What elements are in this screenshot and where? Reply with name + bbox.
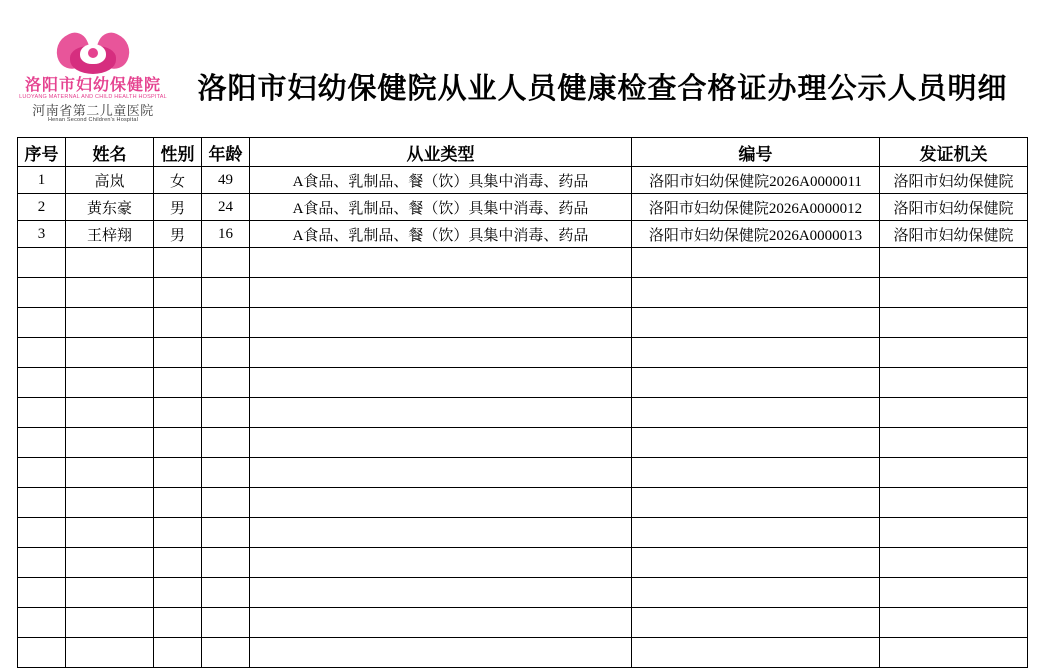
cell-code: 洛阳市妇幼保健院2026A0000013 <box>632 221 880 248</box>
table-row-empty <box>18 248 1028 278</box>
cell-name: 黄东豪 <box>66 194 154 221</box>
cell-empty <box>632 608 880 638</box>
detail-table-wrapper <box>17 137 1027 668</box>
table-row-empty <box>18 428 1028 458</box>
cell-empty <box>66 398 154 428</box>
cell-empty <box>154 368 202 398</box>
table-row-empty <box>18 278 1028 308</box>
column-header-name: 姓名 <box>66 138 154 167</box>
table-row-empty <box>18 458 1028 488</box>
cell-empty <box>18 488 66 518</box>
cell-empty <box>880 428 1028 458</box>
column-header-age: 年龄 <box>202 138 250 167</box>
column-header-seq: 序号 <box>18 138 66 167</box>
cell-empty <box>18 548 66 578</box>
cell-empty <box>202 248 250 278</box>
cell-empty <box>18 608 66 638</box>
cell-empty <box>202 578 250 608</box>
cell-type: A食品、乳制品、餐（饮）具集中消毒、药品 <box>250 167 632 194</box>
cell-empty <box>154 548 202 578</box>
cell-empty <box>154 608 202 638</box>
cell-empty <box>154 638 202 668</box>
cell-empty <box>250 458 632 488</box>
table-row-empty <box>18 638 1028 668</box>
table-header <box>18 138 1028 167</box>
cell-seq: 1 <box>18 167 66 194</box>
cell-empty <box>250 638 632 668</box>
table-row <box>18 194 1028 221</box>
cell-empty <box>154 398 202 428</box>
cell-empty <box>632 338 880 368</box>
cell-empty <box>18 518 66 548</box>
cell-empty <box>154 278 202 308</box>
cell-empty <box>880 308 1028 338</box>
cell-empty <box>66 308 154 338</box>
cell-name: 王梓翔 <box>66 221 154 248</box>
cell-type: A食品、乳制品、餐（饮）具集中消毒、药品 <box>250 221 632 248</box>
cell-empty <box>66 248 154 278</box>
cell-empty <box>18 578 66 608</box>
cell-empty <box>250 428 632 458</box>
table-row-empty <box>18 368 1028 398</box>
cell-empty <box>202 278 250 308</box>
cell-age: 16 <box>202 221 250 248</box>
cell-age: 24 <box>202 194 250 221</box>
cell-empty <box>250 338 632 368</box>
cell-org: 洛阳市妇幼保健院 <box>880 221 1028 248</box>
cell-empty <box>880 338 1028 368</box>
cell-empty <box>154 308 202 338</box>
cell-empty <box>18 308 66 338</box>
cell-type: A食品、乳制品、餐（饮）具集中消毒、药品 <box>250 194 632 221</box>
cell-empty <box>250 488 632 518</box>
cell-org: 洛阳市妇幼保健院 <box>880 194 1028 221</box>
cell-empty <box>202 638 250 668</box>
cell-empty <box>66 458 154 488</box>
cell-empty <box>66 638 154 668</box>
cell-empty <box>632 638 880 668</box>
table-row-empty <box>18 578 1028 608</box>
cell-empty <box>18 248 66 278</box>
cell-empty <box>250 308 632 338</box>
cell-empty <box>250 578 632 608</box>
cell-empty <box>202 398 250 428</box>
cell-empty <box>202 548 250 578</box>
cell-empty <box>880 638 1028 668</box>
cell-gender: 男 <box>154 221 202 248</box>
cell-empty <box>880 248 1028 278</box>
logo-hospital-name-cn: 洛阳市妇幼保健院 <box>24 77 161 94</box>
cell-empty <box>154 488 202 518</box>
cell-name: 高岚 <box>66 167 154 194</box>
table-row-empty <box>18 488 1028 518</box>
cell-gender: 男 <box>154 194 202 221</box>
cell-empty <box>632 518 880 548</box>
cell-org: 洛阳市妇幼保健院 <box>880 167 1028 194</box>
cell-age: 49 <box>202 167 250 194</box>
cell-empty <box>202 458 250 488</box>
cell-code: 洛阳市妇幼保健院2026A0000012 <box>632 194 880 221</box>
cell-empty <box>154 518 202 548</box>
cell-empty <box>632 548 880 578</box>
cell-empty <box>880 368 1028 398</box>
column-header-type: 从业类型 <box>250 138 632 167</box>
hospital-logo-block <box>18 28 168 123</box>
cell-empty <box>66 338 154 368</box>
cell-empty <box>18 338 66 368</box>
cell-empty <box>66 578 154 608</box>
cell-empty <box>66 608 154 638</box>
logo-hospital-name-en: LUOYANG MATERNAL AND CHILD HEALTH HOSPITAL <box>19 94 167 100</box>
cell-empty <box>880 398 1028 428</box>
cell-seq: 3 <box>18 221 66 248</box>
table-row-empty <box>18 308 1028 338</box>
cell-empty <box>202 308 250 338</box>
cell-empty <box>880 518 1028 548</box>
cell-empty <box>632 308 880 338</box>
table-empty-rows <box>18 248 1028 668</box>
cell-empty <box>880 458 1028 488</box>
cell-empty <box>632 578 880 608</box>
cell-empty <box>18 458 66 488</box>
cell-empty <box>880 278 1028 308</box>
cell-empty <box>880 488 1028 518</box>
cell-empty <box>250 278 632 308</box>
cell-empty <box>202 518 250 548</box>
logo-secondary-name-cn: 河南省第二儿童医院 <box>32 102 154 118</box>
cell-empty <box>154 338 202 368</box>
cell-empty <box>202 488 250 518</box>
cell-empty <box>18 278 66 308</box>
cell-empty <box>66 518 154 548</box>
cell-empty <box>632 278 880 308</box>
logo-secondary-name-en: Henan Second Children's Hospital <box>48 116 138 123</box>
cell-empty <box>250 398 632 428</box>
page-title: 洛阳市妇幼保健院从业人员健康检查合格证办理公示人员明细 <box>197 73 1008 105</box>
cell-empty <box>66 278 154 308</box>
cell-empty <box>632 488 880 518</box>
table-row <box>18 167 1028 194</box>
cell-empty <box>250 518 632 548</box>
cell-empty <box>202 368 250 398</box>
cell-empty <box>202 608 250 638</box>
column-header-gender: 性别 <box>154 138 202 167</box>
cell-empty <box>18 638 66 668</box>
cell-empty <box>250 368 632 398</box>
cell-empty <box>880 548 1028 578</box>
cell-code: 洛阳市妇幼保健院2026A0000011 <box>632 167 880 194</box>
cell-empty <box>154 458 202 488</box>
cell-empty <box>154 578 202 608</box>
cell-empty <box>632 398 880 428</box>
cell-empty <box>66 488 154 518</box>
detail-table <box>17 137 1028 668</box>
cell-empty <box>18 398 66 428</box>
cell-empty <box>66 548 154 578</box>
cell-seq: 2 <box>18 194 66 221</box>
column-header-code: 编号 <box>632 138 880 167</box>
table-row-empty <box>18 518 1028 548</box>
lotus-mother-child-logo-icon <box>50 28 136 76</box>
cell-empty <box>202 338 250 368</box>
table-row-empty <box>18 548 1028 578</box>
cell-empty <box>66 428 154 458</box>
cell-empty <box>632 428 880 458</box>
cell-empty <box>880 578 1028 608</box>
table-row <box>18 221 1028 248</box>
column-header-org: 发证机关 <box>880 138 1028 167</box>
cell-empty <box>202 428 250 458</box>
cell-empty <box>250 608 632 638</box>
cell-empty <box>250 548 632 578</box>
table-row-empty <box>18 608 1028 638</box>
cell-empty <box>632 248 880 278</box>
cell-empty <box>154 248 202 278</box>
cell-empty <box>250 248 632 278</box>
table-header-row <box>18 138 1028 167</box>
cell-empty <box>632 368 880 398</box>
cell-empty <box>154 428 202 458</box>
cell-empty <box>66 368 154 398</box>
cell-gender: 女 <box>154 167 202 194</box>
table-row-empty <box>18 338 1028 368</box>
cell-empty <box>18 428 66 458</box>
table-row-empty <box>18 398 1028 428</box>
table-body <box>18 167 1028 248</box>
cell-empty <box>880 608 1028 638</box>
cell-empty <box>18 368 66 398</box>
cell-empty <box>632 458 880 488</box>
